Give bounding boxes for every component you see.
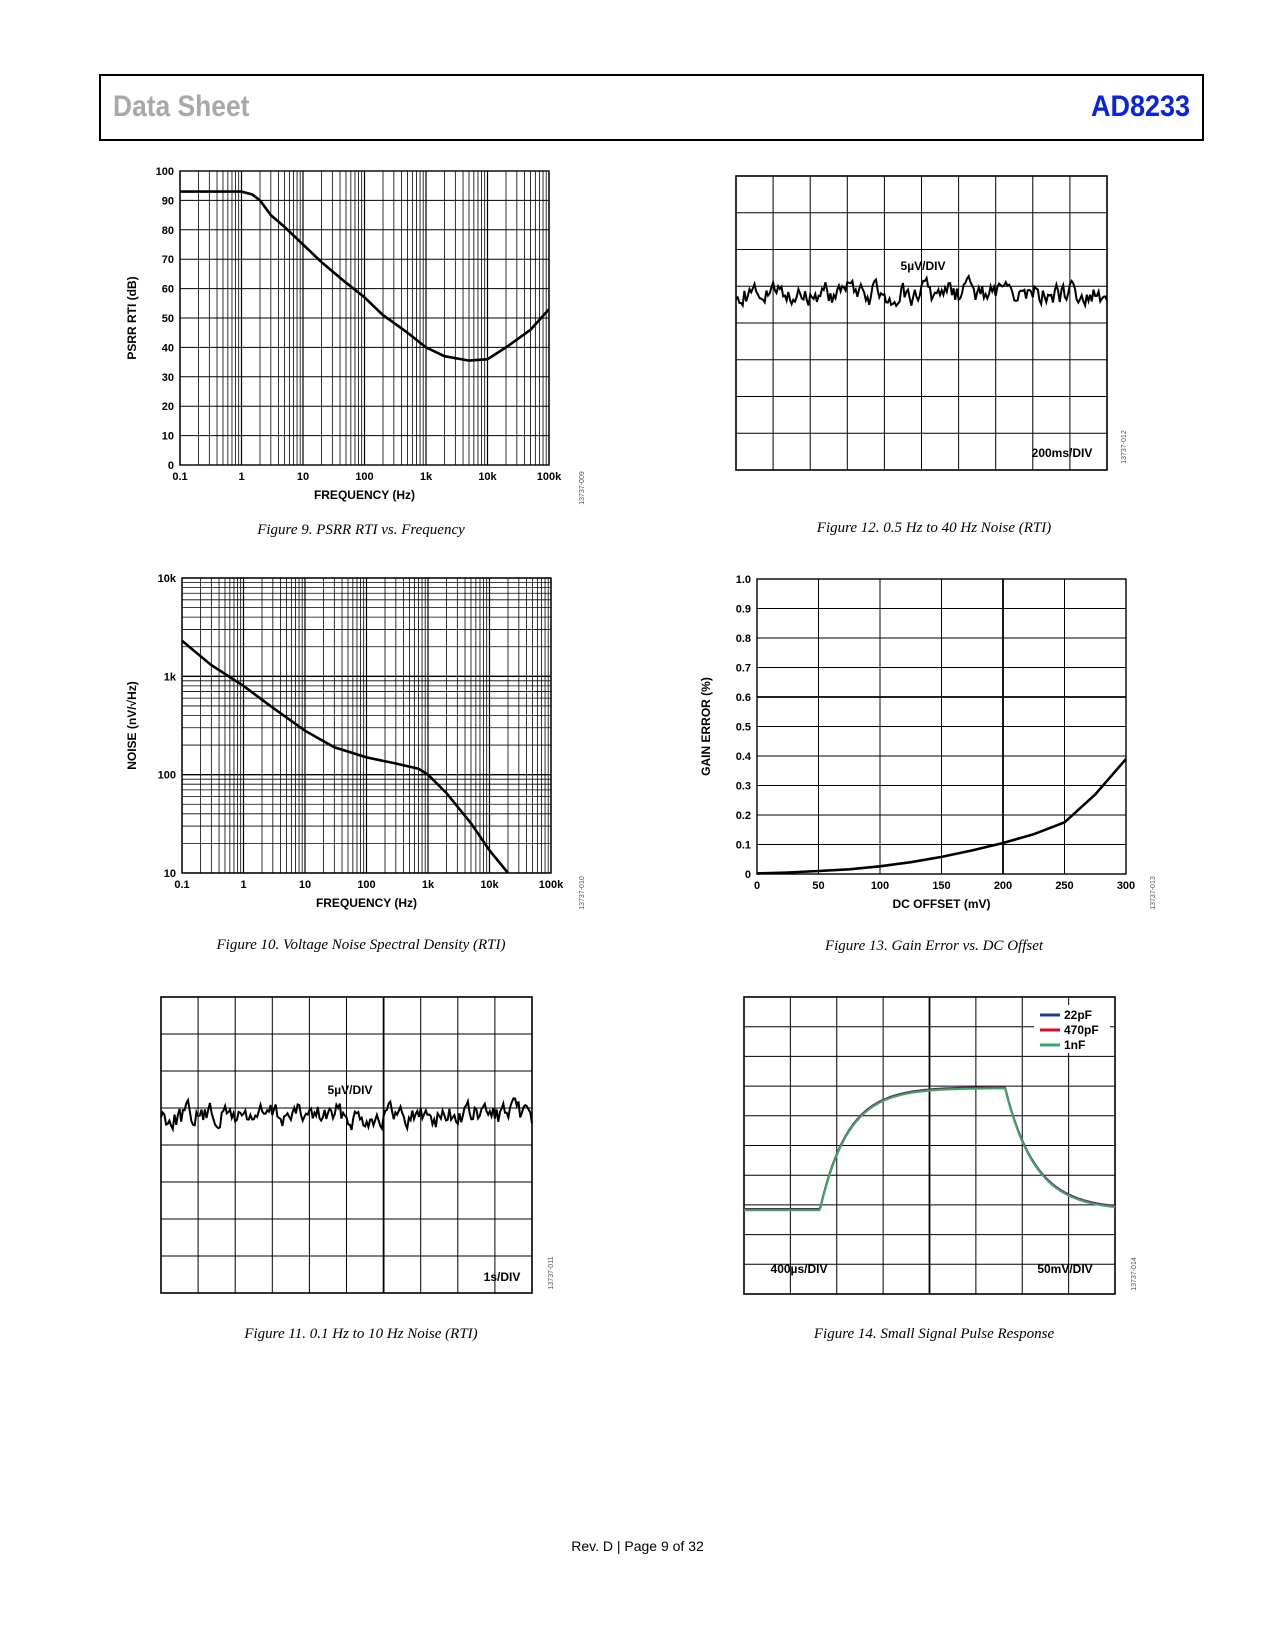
y-tick-label: 40 [161, 342, 174, 355]
x-tick-label: 100k [536, 471, 562, 483]
y-axis-label: GAIN ERROR (%) [699, 677, 713, 776]
x-tick-label: 100 [355, 471, 374, 483]
y-tick-label: 90 [161, 195, 174, 208]
y-tick-label: 100 [155, 166, 174, 178]
figure-code: 13737-011 [548, 1256, 555, 1290]
y-tick-label: 0.3 [735, 780, 751, 793]
y-tick-label: 0.2 [735, 810, 751, 822]
vertical-scale-label: 50mV/DIV [1037, 1262, 1093, 1276]
x-axis-label: FREQUENCY (Hz) [313, 488, 416, 502]
y-tick-label: 0.4 [735, 751, 751, 763]
legend-label: 1nF [1064, 1038, 1086, 1052]
x-tick-label: 100 [870, 880, 890, 892]
y-tick-label: 30 [161, 371, 174, 384]
legend-label: 470pF [1064, 1023, 1099, 1037]
x-tick-label: 100k [538, 879, 564, 891]
time-scale-label: 200ms/DIV [1031, 446, 1093, 460]
figure-9-caption: Figure 9. PSRR RTI vs. Frequency [257, 522, 465, 538]
y-tick-label: 70 [161, 254, 174, 267]
x-tick-label: 10 [296, 471, 310, 483]
y-tick-label: 0 [167, 460, 174, 472]
x-tick-label: 1k [421, 879, 435, 891]
part-number: AD8233 [1090, 90, 1190, 123]
y-tick-label: 0.7 [735, 662, 751, 675]
datasheet-label: Data Sheet [113, 90, 250, 123]
y-tick-label: 0.6 [735, 692, 751, 704]
figure-14-caption: Figure 14. Small Signal Pulse Response [813, 1326, 1055, 1342]
x-tick-label: 10 [298, 879, 312, 891]
x-tick-label: 100 [357, 879, 376, 891]
x-tick-label: 1k [419, 471, 433, 483]
y-tick-label: 80 [161, 224, 174, 237]
figure-11-scope [161, 997, 555, 1293]
x-tick-label: 250 [1055, 880, 1074, 892]
y-tick-label: 10k [157, 573, 176, 585]
legend-label: 22pF [1064, 1008, 1093, 1022]
x-axis-label: FREQUENCY (Hz) [315, 896, 418, 910]
y-tick-label: 100 [157, 769, 176, 782]
vertical-scale-label: 5µV/DIV [900, 259, 946, 273]
x-tick-label: 150 [932, 880, 951, 892]
y-tick-label: 1k [163, 671, 176, 684]
figure-code: 13737-009 [579, 471, 586, 505]
y-tick-label: 0.8 [735, 633, 751, 645]
noise-series-line [182, 641, 508, 873]
x-tick-label: 0.1 [172, 471, 188, 483]
figure-14-scope [744, 997, 1138, 1294]
page-footer: Rev. D | Page 9 of 32 [571, 1538, 704, 1554]
figure-13-caption: Figure 13. Gain Error vs. DC Offset [824, 938, 1044, 954]
y-axis-label: NOISE (nV/√Hz) [125, 681, 139, 770]
figure-11-caption: Figure 11. 0.1 Hz to 10 Hz Noise (RTI) [244, 1326, 478, 1342]
figure-12-caption: Figure 12. 0.5 Hz to 40 Hz Noise (RTI) [816, 520, 1052, 536]
y-tick-label: 60 [161, 283, 174, 296]
y-tick-label: 1.0 [735, 574, 751, 586]
vertical-scale-label: 5µV/DIV [327, 1083, 373, 1097]
figure-12-scope [736, 176, 1128, 470]
x-tick-label: 0.1 [174, 879, 190, 891]
time-scale-label: 400µs/DIV [770, 1262, 828, 1276]
y-tick-label: 10 [163, 868, 176, 880]
y-tick-label: 0.5 [735, 721, 751, 734]
y-tick-label: 50 [161, 313, 174, 325]
x-tick-label: 1 [240, 879, 247, 891]
y-tick-label: 0.1 [735, 839, 751, 852]
x-tick-label: 0 [753, 880, 761, 892]
figure-code: 13737-013 [1150, 876, 1157, 910]
figure-code: 13737-014 [1131, 1257, 1138, 1291]
x-axis-label: DC OFFSET (mV) [892, 897, 991, 911]
x-tick-label: 300 [1116, 880, 1136, 892]
x-tick-label: 50 [812, 880, 825, 892]
figure-10-caption: Figure 10. Voltage Noise Spectral Density (RTI) [216, 937, 506, 953]
y-axis-label: PSRR RTI (dB) [125, 276, 139, 360]
y-tick-label: 10 [161, 430, 174, 443]
time-scale-label: 1s/DIV [483, 1270, 521, 1284]
figure-code: 13737-010 [579, 876, 586, 910]
x-tick-label: 10k [478, 471, 497, 483]
x-tick-label: 1 [238, 471, 245, 483]
figure-13-chart [699, 574, 1157, 911]
figure-9-chart [125, 166, 586, 505]
figure-code: 13737-012 [1121, 430, 1128, 464]
x-tick-label: 200 [993, 880, 1013, 892]
y-tick-label: 20 [161, 401, 174, 414]
x-tick-label: 10k [480, 879, 499, 891]
y-tick-label: 0.9 [735, 603, 751, 616]
figure-10-chart [125, 573, 586, 910]
y-tick-label: 0 [744, 869, 751, 881]
